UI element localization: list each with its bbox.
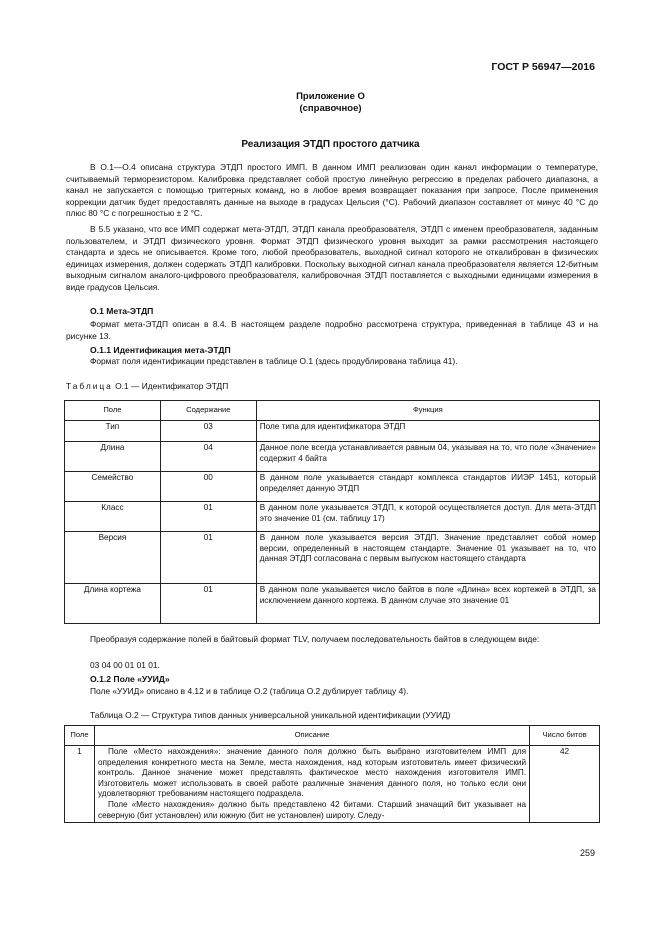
paragraph-identification-format: Формат поля идентификации представлен в таблице О.1 (здесь продублирована таблица 41).	[90, 356, 458, 366]
table-row	[65, 584, 600, 624]
content-cell: 01	[160, 584, 256, 624]
function-cell: В данном поле указывается число байтов в поле «Длина» всех кортежей в ЭТДП, за исключением данного кортежа. В данном случае это значение 01	[256, 584, 599, 624]
heading-meta-ted: О.1 Мета-ЭТДП	[90, 306, 154, 316]
annex-subtitle: (справочное)	[299, 103, 362, 114]
bits-cell: 42	[530, 746, 600, 823]
page-number: 259	[579, 848, 595, 858]
paragraph-uuid: Поле «УУИД» описано в 4.12 и в таблице О.2 (таблица О.2 дублирует таблицу 4).	[90, 686, 409, 696]
table-header-cell: Описание	[94, 726, 529, 746]
heading-meta-ted-identification: О.1.1 Идентификация мета-ЭТДП	[90, 345, 231, 355]
function-cell: В данном поле указывается ЭТДП, к которой осуществляется доступ. Для мета-ЭТДП это значение 01 (см. таблицу 17)	[256, 502, 599, 532]
table-header-row	[65, 726, 600, 746]
uuid-structure-table	[64, 725, 600, 823]
table1-caption	[66, 381, 228, 391]
content-cell: 01	[160, 532, 256, 584]
paragraph-ted-overview: В 5.5 указано, что все ИМП содержат мета-ЭТДП, ЭТДП канала преобразователя, ЭТДП с именем преобразователя, заданным пользователем, и ЭТДП физического уровня. Формат ЭТДП физического уровня выходит за рамки рассмотрения настоящего стандарта и здесь не описывается. Кроме того, любой преобразователь, выходной сигнал которого не откалиброван в физических единицах измерения, должен содержать ЭТДП калибровки. Поскольку выходной сигнал канала преобразователя является 12-битным выходным сигналом аналого-цифрового преобразователя, калибровочная ЭТДП поставляется с выходными единицами измерения в виде градусов Цельсия.	[66, 224, 598, 292]
function-cell: В данном поле указывается стандарт комплекса стандартов ИИЭР 1451, который определяет данную ЭТДП	[256, 472, 599, 502]
content-cell: 04	[160, 442, 256, 472]
section-title: Реализация ЭТДП простого датчика	[241, 139, 420, 150]
paragraph-meta-ted-format: Формат мета-ЭТДП описан в 8.4. В настоящем разделе подробно рассмотрена структура, приведенная в таблице 43 и на рисунке 13.	[66, 319, 598, 341]
table-row	[65, 472, 600, 502]
table-header-cell: Функция	[256, 401, 599, 421]
function-cell: Данное поле всегда устанавливается равным 04, указывая на то, что поле «Значение» содержит 4 байта	[256, 442, 599, 472]
paragraph-tlv: Преобразуя содержание полей в байтовый формат TLV, получаем последовательность байтов в следующем виде:	[90, 634, 540, 644]
field-cell: Версия	[65, 532, 161, 584]
function-cell: Поле типа для идентификатора ЭТДП	[256, 421, 599, 442]
field-cell: Класс	[65, 502, 161, 532]
table-row	[65, 442, 600, 472]
table-row	[65, 421, 600, 442]
field-cell: Семейство	[65, 472, 161, 502]
annex-title-block	[0, 91, 661, 115]
table-row	[65, 502, 600, 532]
document-header: ГОСТ Р 56947—2016	[491, 61, 595, 73]
paragraph-intro: В О.1—О.4 описана структура ЭТДП простого ИМП. В данном ИМП реализован один канал информации о температуре, считываемый терморезистором. Калибровка представляет собой простую линейную регрессию в пределах рабочего диапазона, а канал не запускается с помощью триггерных команд, но в любое время возвращает показания при запросе. После применения коррекции датчик будет предоставлять данные на выходе в градусах Цельсия (°С). Рабочий диапазон составляет от минус 40 °С до плюс 80 °С с погрешностью ± 2 °С.	[66, 162, 598, 218]
content-cell: 01	[160, 502, 256, 532]
byte-sequence: 03 04 00 01 01 01.	[90, 660, 160, 670]
description-cell	[94, 746, 529, 823]
table-row	[65, 532, 600, 584]
description-part-b: Поле «Место нахождения» должно быть представлено 42 битами. Старший значащий бит указывает на северную (бит установлен) или южную (бит не установлен) широту. Следу-	[97, 799, 527, 820]
field-cell: Длина кортежа	[65, 584, 161, 624]
content-cell: 03	[160, 421, 256, 442]
table-row	[65, 746, 600, 823]
heading-uuid-field: О.1.2 Поле «УУИД»	[90, 674, 170, 684]
field-cell: Тип	[65, 421, 161, 442]
content-cell: 00	[160, 472, 256, 502]
table-header-cell: Поле	[65, 401, 161, 421]
function-cell: В данном поле указывается версия ЭТДП. Значение представляет собой номер версии, определенный в настоящем стандарте. Значение 01 указывает на то, что данная ЭТДП согласована с первым выпуском настоящего стандарта	[256, 532, 599, 584]
table-header-cell: Содержание	[160, 401, 256, 421]
description-part-a: Поле «Место нахождения»: значение данного поля должно быть выбрано изготовителем ИМП для определения конкретного места на Земле, места нахождения, над которым изготовитель имеет физический контроль. Данное значение может представлять фактическое место нахождения изготовителя ИМП. Изготовитель может использовать в своей работе различные значения данного поля, но только если они удовлетворяют требованиям настоящего подраздела.	[97, 747, 527, 799]
table-header-cell: Число битов	[530, 726, 600, 746]
table-header-cell: Поле	[65, 726, 95, 746]
annex-title: Приложение О	[296, 91, 365, 102]
field-cell: 1	[65, 746, 95, 823]
table-header-row	[65, 401, 600, 421]
table1-caption-rest: О.1 — Идентификатор ЭТДП	[112, 381, 229, 391]
table1-caption-prefix: Таблица	[66, 381, 113, 391]
ted-identifier-table	[64, 400, 600, 624]
field-cell: Длина	[65, 442, 161, 472]
table2-caption: Таблица О.2 — Структура типов данных универсальной уникальной идентификации (УУИД)	[90, 710, 451, 720]
